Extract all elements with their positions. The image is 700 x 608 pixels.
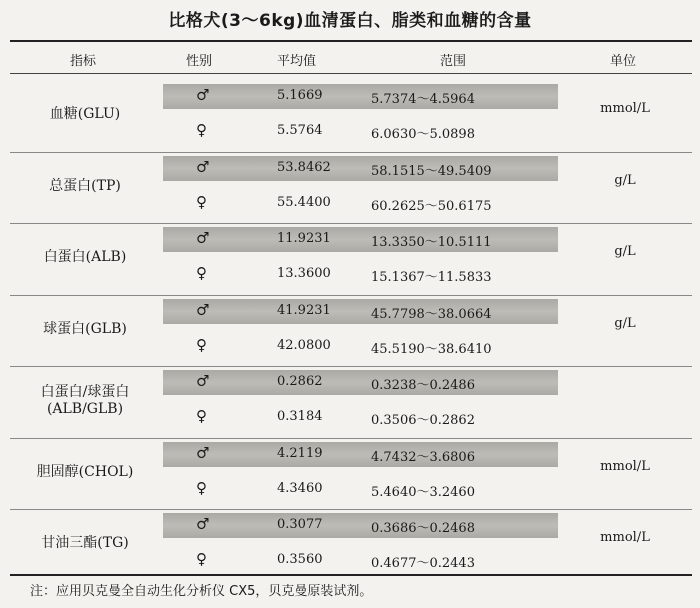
indicator-name-line: 血糖(GLU): [49, 106, 121, 122]
row-shade: [163, 442, 558, 467]
header-range: 范围: [440, 54, 467, 69]
bottom-rule: [10, 574, 692, 576]
header-average: 平均值: [277, 54, 317, 69]
row-shade: [163, 299, 558, 324]
group-separator: [10, 438, 692, 439]
average-cell: 0.3560: [277, 552, 323, 567]
average-cell: 55.4400: [277, 194, 331, 210]
indicator-name: [10, 106, 160, 123]
range-cell: 0.3686～0.2468: [371, 521, 475, 536]
sex-cell: ♀: [196, 550, 207, 568]
table-title: 比格犬(3～6kg)血清蛋白、脂类和血糖的含量: [168, 11, 532, 31]
range-cell: 4.7432～3.6806: [371, 449, 475, 465]
sex-cell: ♂: [196, 157, 210, 176]
range-cell: 5.4640～3.2460: [371, 484, 475, 500]
unit-cell: mmol/L: [600, 530, 650, 545]
unit-cell: g/L: [614, 172, 636, 188]
sex-cell: ♂: [196, 515, 210, 533]
sex-cell: ♂: [196, 300, 210, 319]
average-cell: 42.0800: [277, 337, 331, 353]
average-cell: 0.3184: [277, 409, 323, 424]
header-rule: [10, 73, 692, 74]
indicator-name-line: 胆固醇(CHOL): [36, 463, 134, 480]
range-cell: 6.0630～5.0898: [371, 127, 475, 142]
average-cell: 5.1669: [277, 88, 323, 103]
sex-cell: ♀: [196, 407, 207, 425]
indicator-name-line: 白蛋白/球蛋白: [40, 384, 130, 400]
average-cell: 13.3600: [277, 266, 331, 281]
average-cell: 4.2119: [277, 445, 323, 461]
range-cell: 0.4677～0.2443: [371, 556, 475, 571]
sex-cell: ♀: [196, 121, 207, 139]
indicator-name-line: 总蛋白(TP): [49, 177, 121, 194]
row-shade: [163, 156, 558, 181]
header-indicator: 指标: [70, 54, 97, 69]
sex-cell: ♀: [196, 335, 207, 354]
footnote: 注：应用贝克曼全自动生化分析仪 CX5，贝克曼原装试剂。: [30, 584, 373, 599]
unit-cell: g/L: [614, 315, 636, 331]
range-cell: 0.3506～0.2862: [371, 413, 475, 428]
range-cell: 45.7798～38.0664: [371, 306, 492, 322]
top-rule: [10, 40, 692, 42]
row-shade: [163, 84, 558, 109]
indicator-name-line: 白蛋白(ALB): [43, 249, 127, 265]
indicator-name: [10, 384, 160, 418]
range-cell: 5.7374～4.5964: [371, 92, 475, 107]
group-separator: [10, 366, 692, 367]
average-cell: 4.3460: [277, 480, 323, 496]
range-cell: 15.1367～11.5833: [371, 270, 492, 285]
average-cell: 0.3077: [277, 517, 323, 532]
header-sex: 性别: [186, 54, 213, 69]
group-separator: [10, 509, 692, 510]
header-unit: 单位: [610, 54, 637, 69]
unit-cell: mmol/L: [600, 101, 650, 116]
sex-cell: ♂: [196, 229, 210, 247]
indicator-name: [10, 249, 160, 266]
sex-cell: ♀: [196, 264, 207, 282]
sex-cell: ♂: [196, 443, 210, 462]
group-separator: [10, 152, 692, 153]
average-cell: 41.9231: [277, 302, 331, 318]
group-separator: [10, 223, 692, 224]
range-cell: 60.2625～50.6175: [371, 198, 492, 214]
row-shade: [163, 370, 558, 395]
indicator-name: [10, 464, 160, 481]
average-cell: 0.2862: [277, 374, 323, 389]
row-shade: [163, 513, 558, 538]
unit-cell: mmol/L: [600, 458, 650, 474]
indicator-name: [10, 178, 160, 195]
average-cell: 11.9231: [277, 231, 331, 246]
average-cell: 53.8462: [277, 159, 331, 175]
indicator-name: [10, 535, 160, 552]
range-cell: 0.3238～0.2486: [371, 378, 475, 393]
range-cell: 58.1515～49.5409: [371, 163, 492, 179]
indicator-name-line: 甘油三酯(TG): [41, 535, 129, 551]
range-cell: 13.3350～10.5111: [371, 235, 492, 250]
unit-cell: g/L: [614, 244, 636, 259]
sex-cell: ♀: [196, 478, 207, 497]
indicator-name: [10, 321, 160, 338]
range-cell: 45.5190～38.6410: [371, 341, 492, 357]
sex-cell: ♀: [196, 192, 207, 211]
row-shade: [163, 227, 558, 252]
sex-cell: ♂: [196, 86, 210, 104]
indicator-name-line: 球蛋白(GLB): [43, 320, 127, 337]
indicator-name-line: (ALB/GLB): [46, 401, 124, 417]
group-separator: [10, 295, 692, 296]
average-cell: 5.5764: [277, 123, 323, 138]
sex-cell: ♂: [196, 372, 210, 390]
